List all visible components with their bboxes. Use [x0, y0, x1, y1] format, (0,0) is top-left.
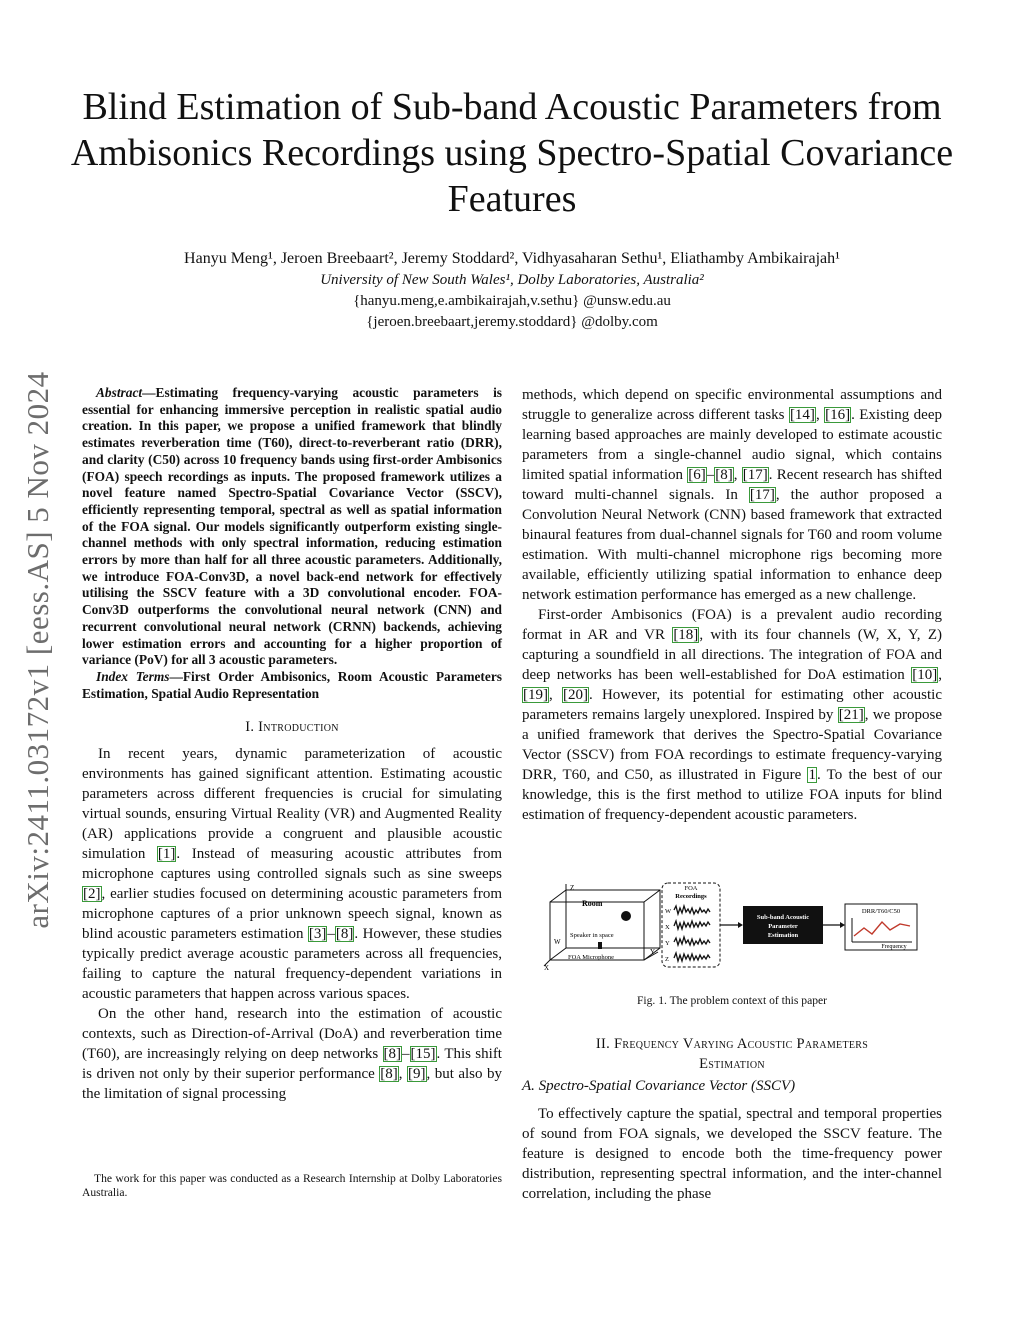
intro-paragraph-2 — [82, 1004, 502, 1104]
citation-link[interactable]: [8] — [383, 1046, 402, 1063]
text-run: . Instead of measuring acoustic attributes from microphone captures using controlled signals such as sine sweeps — [82, 846, 502, 883]
axis-w-label: W — [554, 938, 561, 946]
text-run: On the other hand, research into the estimation of acoustic contexts, such as Direction-of-Arrival (DoA) and reverberation time (T60), are increasingly relying on deep networks — [82, 1006, 502, 1063]
microphone-icon — [598, 942, 602, 949]
citation-link[interactable]: [1] — [157, 846, 176, 863]
text-run: – — [402, 1046, 410, 1063]
text-run: . Existing deep learning based approaches are mainly developed to estimate acoustic parameters from a single-channel audio signal, which contains limited spatial information — [522, 407, 943, 483]
text-run: , — [938, 667, 942, 683]
citation-link[interactable]: [21] — [838, 707, 864, 723]
text-run: , — [398, 1066, 408, 1083]
right-paragraph-2 — [522, 605, 942, 825]
left-column — [82, 385, 502, 1104]
output-plot-x-label: Frequency — [881, 944, 907, 950]
citation-link[interactable]: [19] — [523, 687, 548, 703]
figure-caption: Fig. 1. The problem context of this paper — [636, 994, 828, 1007]
affiliation: University of New South Wales¹, Dolby Laboratories, Australia² — [320, 272, 704, 288]
arrow-1-head — [738, 922, 743, 928]
citation-link[interactable]: [8] — [380, 1066, 398, 1083]
citation-link[interactable]: [9] — [408, 1066, 426, 1083]
text-run: . Recent research has shifted toward multi-channel signals. In — [522, 467, 943, 503]
room-label: Room — [582, 899, 603, 908]
citation-link[interactable]: [2] — [83, 886, 101, 903]
citation-link[interactable]: [3] — [308, 926, 327, 943]
speaker-icon — [621, 911, 631, 921]
citation-link[interactable]: [20] — [562, 687, 588, 703]
figure-link[interactable]: 1 — [808, 767, 816, 783]
intro-paragraph-1 — [82, 744, 502, 1004]
text-run: , — [549, 687, 562, 703]
waveform-x — [674, 921, 710, 929]
text-run: . This shift is driven not only by their superior performance — [82, 1046, 502, 1083]
email-line-2: {jeroen.breebaart,jeremy.stoddard} @dolby.com — [366, 314, 658, 330]
citation-link[interactable]: [15] — [410, 1046, 436, 1063]
text-run: . To the best of our knowledge, this is the first method to utilize FOA inputs for blind estimation of frequency-dependent acoustic parameters. — [522, 767, 942, 823]
index-terms — [82, 669, 502, 702]
abstract-text: —Estimating frequency-varying acoustic parameters is essential for enhancing immersive perception in realistic spatial audio creation. In this paper, we propose a unified framework that blindly estimates reverberation time (T60), direct-to-reverberant ratio (DRR), and clarity (C50) across 10 frequency bands using first-order Ambisonics (FOA) speech recordings as inputs. The proposed framework utilizes a novel feature named Spectro-Spatial Covariance Vector (SSCV), efficiently representing temporal, spectral as well as spatial information of the FOA signal. Our models significantly outperform existing single-channel methods with only spectral information, reducing estimation errors by more than half for all three acoustic parameters. Additionally, we introduce FOA-Conv3D, a novel back-end network for effectively utilising the SSCV feature with a 3D convolutional encoder. FOA-Conv3D outperforms the convolutional neural network (CNN) and recurrent convolutional neural network (CRNN) backends, achieving lower estimation errors and accounting for a higher proportion of variance (PoV) for all 3 acoustic parameters. — [82, 385, 502, 668]
citation-link[interactable]: [10] — [912, 667, 938, 683]
estimation-box-line-2: Parameter — [768, 923, 798, 930]
citation-link[interactable]: [14] — [789, 407, 815, 423]
sscv-paragraph: To effectively capture the spatial, spectral and temporal properties of sound from FOA signals, we developed the SSCV feature. The feature is designed to encode both the time-frequency power distribution, representing spectral information, and the inter-channel correlation, including the phase — [522, 1106, 942, 1202]
channel-y-label: Y — [665, 940, 670, 947]
arxiv-stamp — [8, 340, 68, 960]
mic-label: FOA Microphone — [568, 954, 615, 961]
abstract — [82, 385, 502, 669]
section-heading-2-line-2: Estimation — [699, 1056, 765, 1072]
channel-w-label: W — [665, 908, 672, 915]
foa-title-2: Recordings — [675, 893, 707, 900]
right-paragraph-1 — [522, 385, 942, 605]
abstract-label: Abstract — [96, 385, 143, 400]
text-run: – — [706, 467, 715, 483]
axis-z-label: Z — [570, 884, 575, 892]
text-run: . However, these studies typically predict average acoustic parameters across all frequencies, failing to capture the natural frequency-dependent variations in acoustic parameters that happen across various spaces. — [82, 926, 502, 1003]
arxiv-stamp-text: arXiv:2411.03172v1 [eess.AS] 5 Nov 2024 — [20, 371, 55, 929]
email-line-1: {hanyu.meng,e.ambikairajah,v.sethu} @unsw.edu.au — [353, 293, 671, 309]
citation-link[interactable]: [17] — [742, 467, 768, 483]
text-run: , — [815, 407, 825, 423]
subsection-heading-a: A. Spectro-Spatial Covariance Vector (SSCV) — [522, 1078, 796, 1094]
waveform-w — [674, 906, 710, 914]
paper-title: Blind Estimation of Sub-band Acoustic Parameters from Ambisonics Recordings using Spectro-Spatial Covariance Features — [70, 86, 954, 220]
estimation-box-line-1: Sub-band Acoustic — [756, 914, 810, 921]
text-run: , the author proposed a Convolution Neural Network (CNN) based framework that extracted binaural features from dual-channel signals for T60 and room volume estimation. With multi-channel microphone rigs becoming more available, efficiently utilizing spatial information to enhance deep network estimation performance has emerged as a new challenge. — [522, 487, 943, 603]
figure-1-diagram — [540, 880, 930, 970]
citation-link[interactable]: [18] — [673, 627, 699, 643]
citation-link[interactable]: [8] — [715, 467, 733, 483]
citation-link[interactable]: [8] — [335, 926, 354, 943]
text-run: , — [733, 467, 742, 483]
text-run: , with its four channels (W, X, Y, Z) capturing a soundfield in all directions. The integration of FOA and deep networks has been well-established for DoA estimation — [522, 627, 942, 683]
citation-link[interactable]: [17] — [749, 487, 775, 503]
channel-x-label: X — [665, 924, 670, 931]
section-heading-2-line-1: II. Frequency Varying Acoustic Parameters — [595, 1036, 869, 1052]
right-column — [522, 385, 942, 825]
text-run: , but also by the limitation of signal processing — [82, 1066, 502, 1103]
citation-link[interactable]: [16] — [825, 407, 851, 423]
section-heading-introduction: I. Introduction — [245, 719, 339, 736]
axis-y-label: Y — [650, 948, 656, 956]
index-terms-label: Index Terms — [96, 668, 170, 684]
text-run: , we propose a unified framework that derives the Spectro-Spatial Covariance Vector (SSCV) from FOA recordings to estimate frequency-varying DRR, T60, and C50, as illustrated in Figure — [522, 707, 942, 783]
output-plot-title: DRR/T60/C50 — [861, 908, 901, 915]
citation-link[interactable]: [6] — [688, 467, 706, 483]
footnote: The work for this paper was conducted as a Research Internship at Dolby Laboratories Australia. — [82, 1172, 502, 1199]
author-list: Hanyu Meng¹, Jeroen Breebaart², Jeremy Stoddard², Vidhyasaharan Sethu¹, Eliathamby Ambikairajah¹ — [184, 250, 840, 267]
arrow-2-head — [840, 922, 845, 928]
waveform-z — [674, 953, 710, 961]
text-run: methods, which depend on specific environmental assumptions and struggle to generalize across different tasks — [522, 387, 942, 423]
speaker-label: Speaker in space — [570, 932, 614, 939]
waveforms — [674, 906, 710, 961]
sscv-section — [522, 1104, 942, 1204]
text-run: , earlier studies focused on determining acoustic parameters from microphone captures of a prior unknown speech signal, known as blind acoustic parameters estimation — [82, 886, 502, 943]
foa-title-1: FOA — [684, 885, 698, 892]
channel-z-label: Z — [665, 956, 669, 963]
text-run: – — [327, 926, 335, 943]
section-heading-2 — [522, 1034, 942, 1074]
text-run: First-order Ambisonics (FOA) is a prevalent audio recording format in AR and VR — [522, 607, 942, 643]
waveform-y — [674, 937, 710, 945]
text-run: . However, its potential for estimating other acoustic parameters remains largely unexplored. Inspired by — [522, 687, 943, 723]
index-terms-text: —First Order Ambisonics, Room Acoustic Parameters Estimation, Spatial Audio Representation — [82, 668, 502, 701]
estimation-box-line-3: Estimation — [767, 932, 799, 939]
text-run: In recent years, dynamic parameterization of acoustic environments has gained significant attention. Estimating acoustic parameters across different frequencies is crucial for simulating virtual sounds, ensuring Virtual Reality (VR) and Augmented Reality (AR) applications provide a congruent and plausible acoustic simulation — [82, 746, 502, 863]
axis-x-label: X — [544, 964, 550, 970]
